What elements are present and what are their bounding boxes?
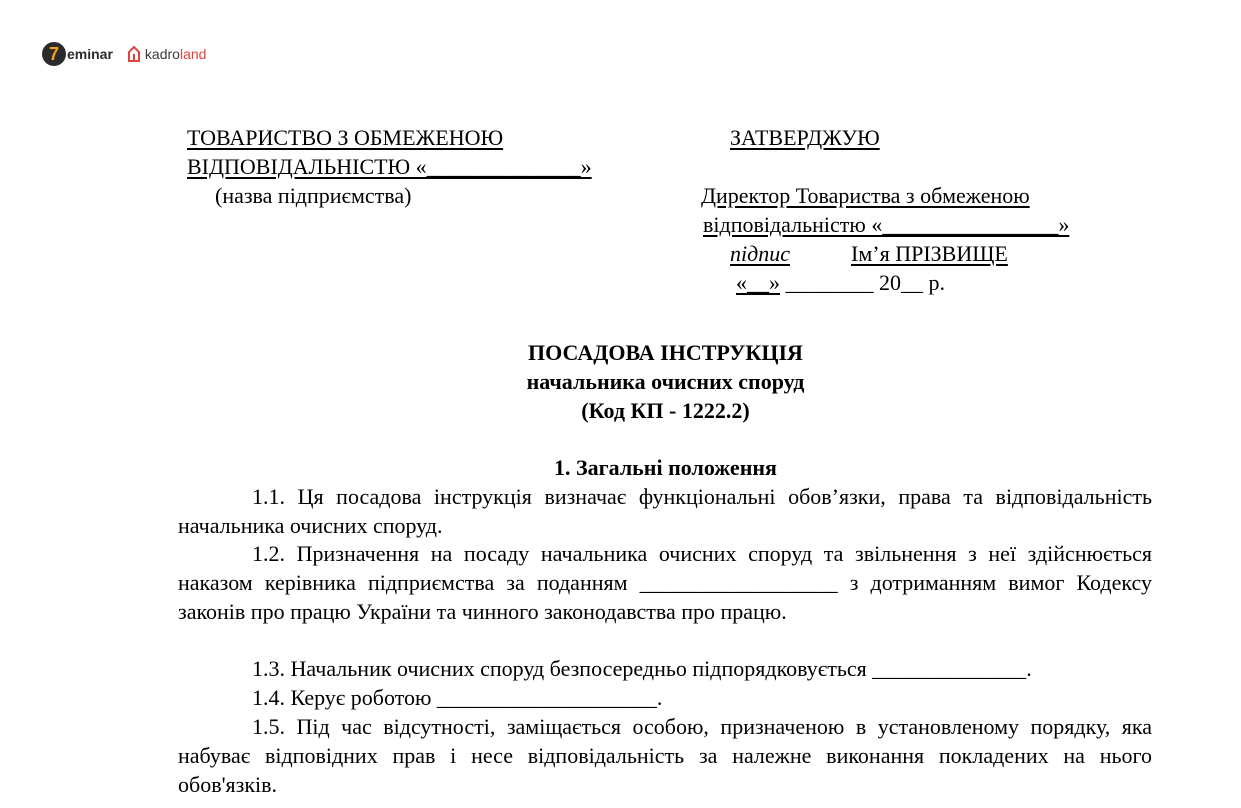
document-title: ПОСАДОВА ІНСТРУКЦІЯ — [528, 340, 803, 365]
paragraph-1-5: 1.5. Під час відсутності, заміщається особою, призначеною в установленому порядку, яка набуває відповідних прав і несе відповідальність за належне виконання покладених на нього обов'язків. — [178, 714, 1152, 797]
director-title-line2: відповідальністю «________________» — [703, 212, 1070, 237]
approve-title: ЗАТВЕРДЖУЮ — [730, 125, 880, 150]
kadroland-logo-text-a: kadro — [144, 46, 180, 62]
paragraph-1-2: 1.2. Призначення на посаду начальника очисних споруд та звільнення з неї здійснюється наказом керівника підприємства за поданням __________________ з дотриманням вимог Кодексу законів про працю України та чинного законодавства про працю. — [178, 541, 1152, 624]
company-name-line2: ВІДПОВІДАЛЬНІСТЮ «______________» — [187, 154, 592, 179]
logos — [42, 40, 206, 68]
seminar-logo-glyph: 7 — [42, 42, 66, 66]
paragraph-1-1: 1.1. Ця посадова інструкція визначає функціональні обов’язки, права та відповідальність начальника очисних споруд. — [178, 484, 1152, 538]
director-title-line1: Директор Товариства з обмеженою — [701, 183, 1030, 208]
kadroland-logo — [127, 45, 207, 63]
document-code: (Код КП - 1222.2) — [581, 398, 750, 423]
seminar-logo — [42, 42, 113, 66]
approval-date-day: «__» — [736, 270, 780, 295]
seminar-logo-text: eminar — [67, 46, 113, 62]
name-label: Ім’я ПРІЗВИЩЕ — [851, 241, 1008, 266]
house-icon — [127, 45, 141, 63]
approval-date-rest: ________ 20__ р. — [785, 270, 945, 295]
paragraph-1-4: 1.4. Керує роботою ____________________. — [252, 685, 663, 710]
signature-label: підпис — [730, 241, 791, 266]
document-subtitle: начальника очисних споруд — [526, 369, 805, 394]
kadroland-logo-text-b: land — [179, 46, 207, 62]
paragraph-1-3: 1.3. Начальник очисних споруд безпосередньо підпорядковується ______________. — [252, 656, 1032, 681]
approval-date — [736, 268, 945, 297]
section-heading: 1. Загальні положення — [554, 455, 777, 480]
company-caption: (назва підприємства) — [215, 183, 412, 208]
company-name-line1: ТОВАРИСТВО З ОБМЕЖЕНОЮ — [187, 125, 504, 150]
